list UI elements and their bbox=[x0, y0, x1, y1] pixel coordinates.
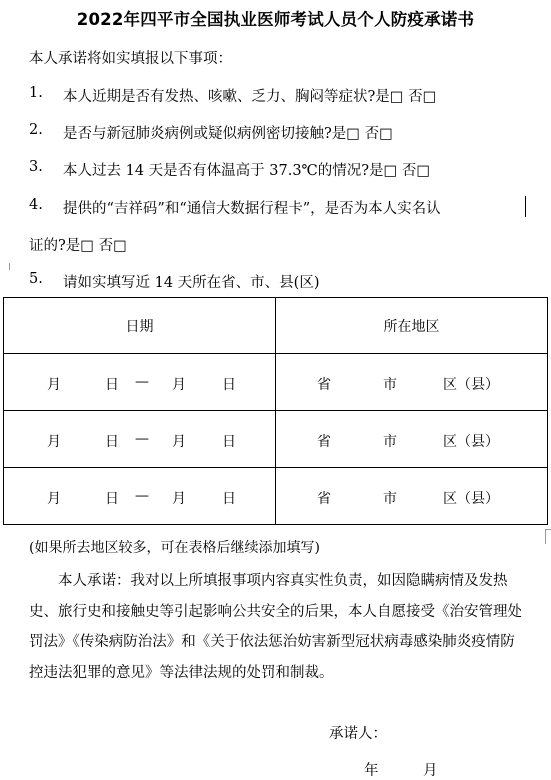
month-label: 月 bbox=[47, 434, 61, 450]
range-dash: — bbox=[135, 488, 149, 504]
province-label: 省 bbox=[317, 434, 331, 450]
day-label: 日 bbox=[222, 434, 236, 450]
date-year-label: 年 bbox=[364, 763, 379, 779]
province-label: 省 bbox=[317, 491, 331, 507]
month-label: 月 bbox=[47, 377, 61, 393]
city-label: 市 bbox=[383, 377, 397, 393]
day-label: 日 bbox=[105, 491, 119, 507]
item-text: 请如实填写近 14 天所在省、市、县(区) bbox=[63, 275, 320, 291]
region-cell[interactable] bbox=[276, 354, 548, 411]
document-title: 2022年四平市全国执业医师考试人员个人防疫承诺书 bbox=[76, 10, 475, 29]
margin-mark bbox=[9, 263, 10, 270]
day-label: 日 bbox=[105, 434, 119, 450]
item-text: 证的?是□ 否□ bbox=[29, 238, 127, 254]
table-note: (如果所去地区较多，可在表格后继续添加填写) bbox=[29, 540, 320, 556]
range-dash: — bbox=[135, 431, 149, 447]
item-text: 本人过去 14 天是否有体温高于 37.3℃的情况?是□ 否□ bbox=[63, 163, 431, 179]
item-text: 提供的“吉祥码”和“通信大数据行程卡”，是否为本人实名认 bbox=[63, 201, 441, 217]
range-dash: — bbox=[135, 374, 149, 390]
date-range-cell[interactable] bbox=[4, 468, 276, 525]
month-label: 月 bbox=[47, 491, 61, 507]
city-label: 市 bbox=[383, 434, 397, 450]
month-label: 月 bbox=[172, 491, 186, 507]
column-header-date: 日期 bbox=[4, 298, 276, 354]
item-number: 1. bbox=[29, 85, 43, 101]
signer-label: 承诺人： bbox=[329, 726, 387, 742]
pledge-paragraph: 本人承诺：我对以上所填报事项内容真实性负责，如因隐瞒病情及发热史、旅行史和接触史等引起影响公共安全的后果，本人自愿接受《治安管理处罚法》《传染病防治法》和《关于依法惩治妨害新型冠状病毒感染肺炎疫情防控违法犯罪的意见》等法律法规的处罚和制裁。 bbox=[29, 573, 522, 681]
day-label: 日 bbox=[222, 491, 236, 507]
city-label: 市 bbox=[383, 491, 397, 507]
column-header-region: 所在地区 bbox=[276, 298, 548, 354]
item-text: 是否与新冠肺炎病例或疑似病例密切接触?是□ 否□ bbox=[63, 126, 393, 142]
month-label: 月 bbox=[172, 377, 186, 393]
table-row bbox=[4, 468, 548, 525]
margin-mark bbox=[545, 529, 546, 544]
district-label: 区（县） bbox=[443, 491, 499, 507]
table-header-row bbox=[4, 298, 548, 354]
date-range-cell[interactable] bbox=[4, 411, 276, 468]
text-cursor bbox=[525, 196, 526, 217]
table-row bbox=[4, 411, 548, 468]
day-label: 日 bbox=[222, 377, 236, 393]
item-text: 本人近期是否有发热、咳嗽、乏力、胸闷等症状?是□ 否□ bbox=[63, 89, 437, 105]
district-label: 区（县） bbox=[443, 377, 499, 393]
district-label: 区（县） bbox=[443, 434, 499, 450]
region-cell[interactable] bbox=[276, 411, 548, 468]
item-number: 2. bbox=[29, 122, 43, 138]
date-month-label: 月 bbox=[423, 763, 438, 779]
item-number: 3. bbox=[29, 159, 43, 175]
item-number: 4. bbox=[29, 197, 43, 213]
day-label: 日 bbox=[105, 377, 119, 393]
province-label: 省 bbox=[317, 377, 331, 393]
item-number: 5. bbox=[29, 271, 43, 287]
date-range-cell[interactable] bbox=[4, 354, 276, 411]
region-cell[interactable] bbox=[276, 468, 548, 525]
itinerary-table bbox=[3, 297, 548, 525]
month-label: 月 bbox=[172, 434, 186, 450]
intro-line: 本人承诺将如实填报以下事项： bbox=[29, 51, 232, 67]
table-row bbox=[4, 354, 548, 411]
